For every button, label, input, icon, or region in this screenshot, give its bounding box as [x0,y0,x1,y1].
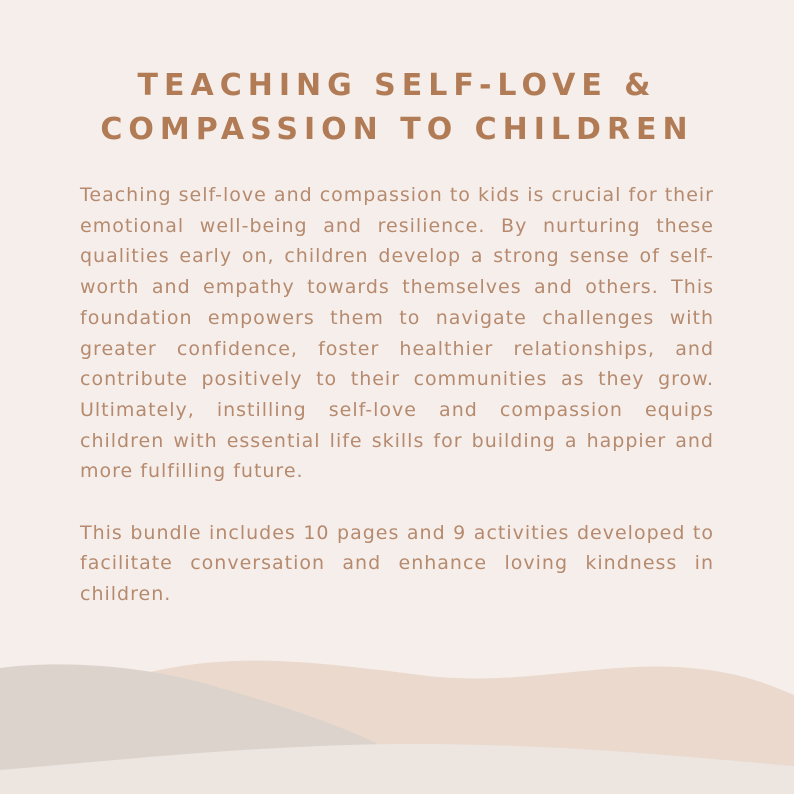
page-title [0,64,794,152]
title-line-2: COMPASSION TO CHILDREN [100,112,694,147]
paragraph-intro: Teaching self-love and compassion to kids is crucial for their emotional well-being and resilience. By nurturing these qualities early on, children develop a strong sense of self-worth and empathy towards themselves and others. This foundation empowers them to navigate challenges with greater confidence, foster healthier relationships, and contribute positively to their communities as they grow. Ultimately, instilling self-love and compassion equips children with essential life skills for building a happier and more fulfilling future. [80,184,714,483]
paragraph-bundle-info: This bundle includes 10 pages and 9 activities developed to facilitate conversation and enhance loving kindness in children. [80,521,714,606]
title-line-1: TEACHING SELF-LOVE & [137,68,657,103]
description [80,180,714,610]
decorative-waves [0,640,794,794]
